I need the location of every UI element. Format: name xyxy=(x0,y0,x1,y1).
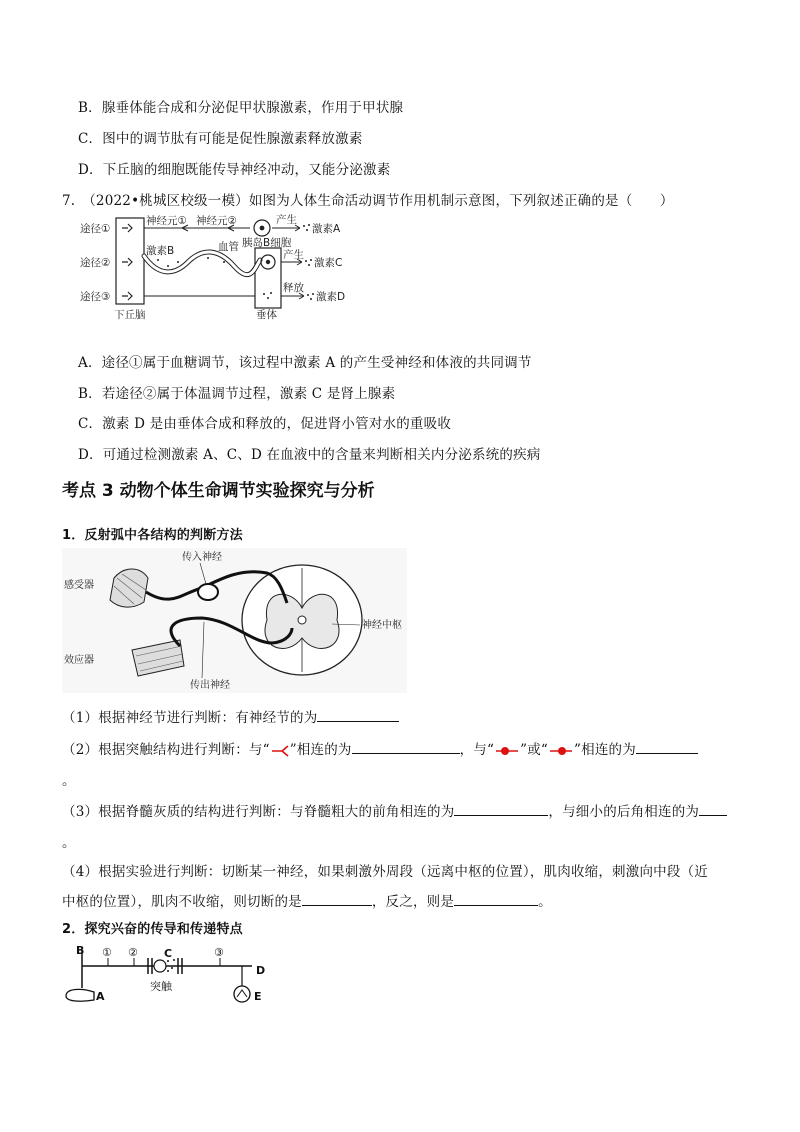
item-2-text-a: （2）根据突触结构进行判断：与“ xyxy=(62,742,270,758)
q7-option-c: C．激素 D 是由垂体合成和释放的，促进肾小管对水的重吸收 xyxy=(78,416,452,432)
blank-2[interactable] xyxy=(352,741,460,754)
label-hypothalamus: 下丘脑 xyxy=(114,309,146,321)
q7-option-a: A．途径①属于血糖调节，该过程中激素 A 的产生受神经和体液的共同调节 xyxy=(78,355,532,371)
item-3-text-a: （3）根据脊髓灰质的结构进行判断：与脊髓粗大的前角相连的为 xyxy=(62,804,455,820)
item-2 xyxy=(62,738,698,758)
label-produce-1: 产生 xyxy=(276,214,297,226)
q7-stem: 7. （2022•桃城区校级一模）如图为人体生命活动调节作用机制示意图，下列叙述正确的是（ ） xyxy=(62,193,674,209)
label-hormone-c: 激素C xyxy=(314,257,343,269)
label-neuron-1: 神经元① xyxy=(146,215,187,227)
label-pituitary: 垂体 xyxy=(256,309,277,321)
label-vessel: 血管 xyxy=(218,241,239,253)
item-2-text-b: ”相连的为 xyxy=(289,742,352,758)
item-4-text-c: ，反之，则是 xyxy=(371,894,455,910)
label-hormone-a: 激素A xyxy=(312,223,341,235)
label-d: D xyxy=(256,964,266,977)
label-effector: 效应器 xyxy=(64,655,94,666)
item-3 xyxy=(62,800,727,820)
q6-option-c: C．图中的调节肽有可能是促性腺激素释放激素 xyxy=(78,131,363,147)
item-1-text: （1）根据神经节进行判断：有神经节的为 xyxy=(62,710,318,726)
item-2-end: 。 xyxy=(62,773,76,789)
label-center: 神经中枢 xyxy=(362,620,402,631)
q6-option-d: D．下丘脑的细胞既能传导神经冲动，又能分泌激素 xyxy=(78,162,391,178)
label-receptor: 感受器 xyxy=(64,580,94,591)
blank-1[interactable] xyxy=(317,709,399,722)
item-3-text-b: ，与细小的后角相连的为 xyxy=(548,804,700,820)
conduction-diagram xyxy=(62,944,277,1006)
blank-4[interactable] xyxy=(454,803,548,816)
label-islet-b-cell: 胰岛B细胞 xyxy=(242,237,292,249)
synapse-dot-icon xyxy=(494,745,520,757)
label-afferent-nerve: 传入神经 xyxy=(182,552,222,563)
label-efferent-nerve: 传出神经 xyxy=(190,680,230,691)
label-hormone-b: 激素B xyxy=(146,245,175,257)
q7-option-d: D．可通过检测激素 A、C、D 在血液中的含量来判断相关内分泌系统的疾病 xyxy=(78,447,541,463)
blank-5[interactable] xyxy=(699,803,727,816)
item-1 xyxy=(62,706,399,726)
label-produce-2: 产生 xyxy=(283,249,304,261)
synapse-dot-alt-icon xyxy=(548,745,574,757)
item-2-text-e: ”相连的为 xyxy=(574,742,636,758)
label-path-2: 途径② xyxy=(80,257,111,269)
label-a: A xyxy=(96,990,105,1003)
item-4-line-1: （4）根据实验进行判断：切断某一神经，如果刺激外周段（远离中枢的位置），肌肉收缩，刺激向中段（近 xyxy=(62,864,708,880)
q7-option-b: B．若途径②属于体温调节过程，激素 C 是肾上腺素 xyxy=(78,386,396,402)
label-hormone-d: 激素D xyxy=(316,291,346,303)
label-point-2: ② xyxy=(128,946,138,959)
blank-6[interactable] xyxy=(302,893,372,906)
section-3-title: 考点 3 动物个体生命调节实验探究与分析 xyxy=(62,481,375,501)
label-synapse: 突触 xyxy=(150,980,172,993)
label-e: E xyxy=(254,990,262,1003)
label-point-3: ③ xyxy=(214,946,224,959)
q7-regulation-diagram xyxy=(78,214,378,322)
label-point-1: ① xyxy=(102,946,112,959)
q6-option-b: B．腺垂体能合成和分泌促甲状腺激素，作用于甲状腺 xyxy=(78,100,404,116)
item-4-end: 。 xyxy=(538,894,552,910)
blank-3[interactable] xyxy=(636,741,698,754)
label-neuron-2: 神经元② xyxy=(196,215,237,227)
blank-7[interactable] xyxy=(454,893,538,906)
item-4-text-b: 中枢的位置），肌肉不收缩，则切断的是 xyxy=(62,894,302,910)
subsection-2-title: 2．探究兴奋的传导和传递特点 xyxy=(62,922,243,937)
label-c: C xyxy=(164,947,173,960)
label-b: B xyxy=(76,944,85,957)
reflex-arc-diagram xyxy=(62,548,407,693)
label-release: 释放 xyxy=(283,282,304,294)
label-path-3: 途径③ xyxy=(80,291,111,303)
synapse-fork-icon xyxy=(270,745,290,757)
item-2-text-c: ，与“ xyxy=(459,742,495,758)
subsection-1-title: 1．反射弧中各结构的判断方法 xyxy=(62,528,243,543)
item-2-text-d: ”或“ xyxy=(520,742,549,758)
label-path-1: 途径① xyxy=(80,223,111,235)
item-3-end: 。 xyxy=(62,835,76,851)
item-4-line-2 xyxy=(62,890,552,910)
